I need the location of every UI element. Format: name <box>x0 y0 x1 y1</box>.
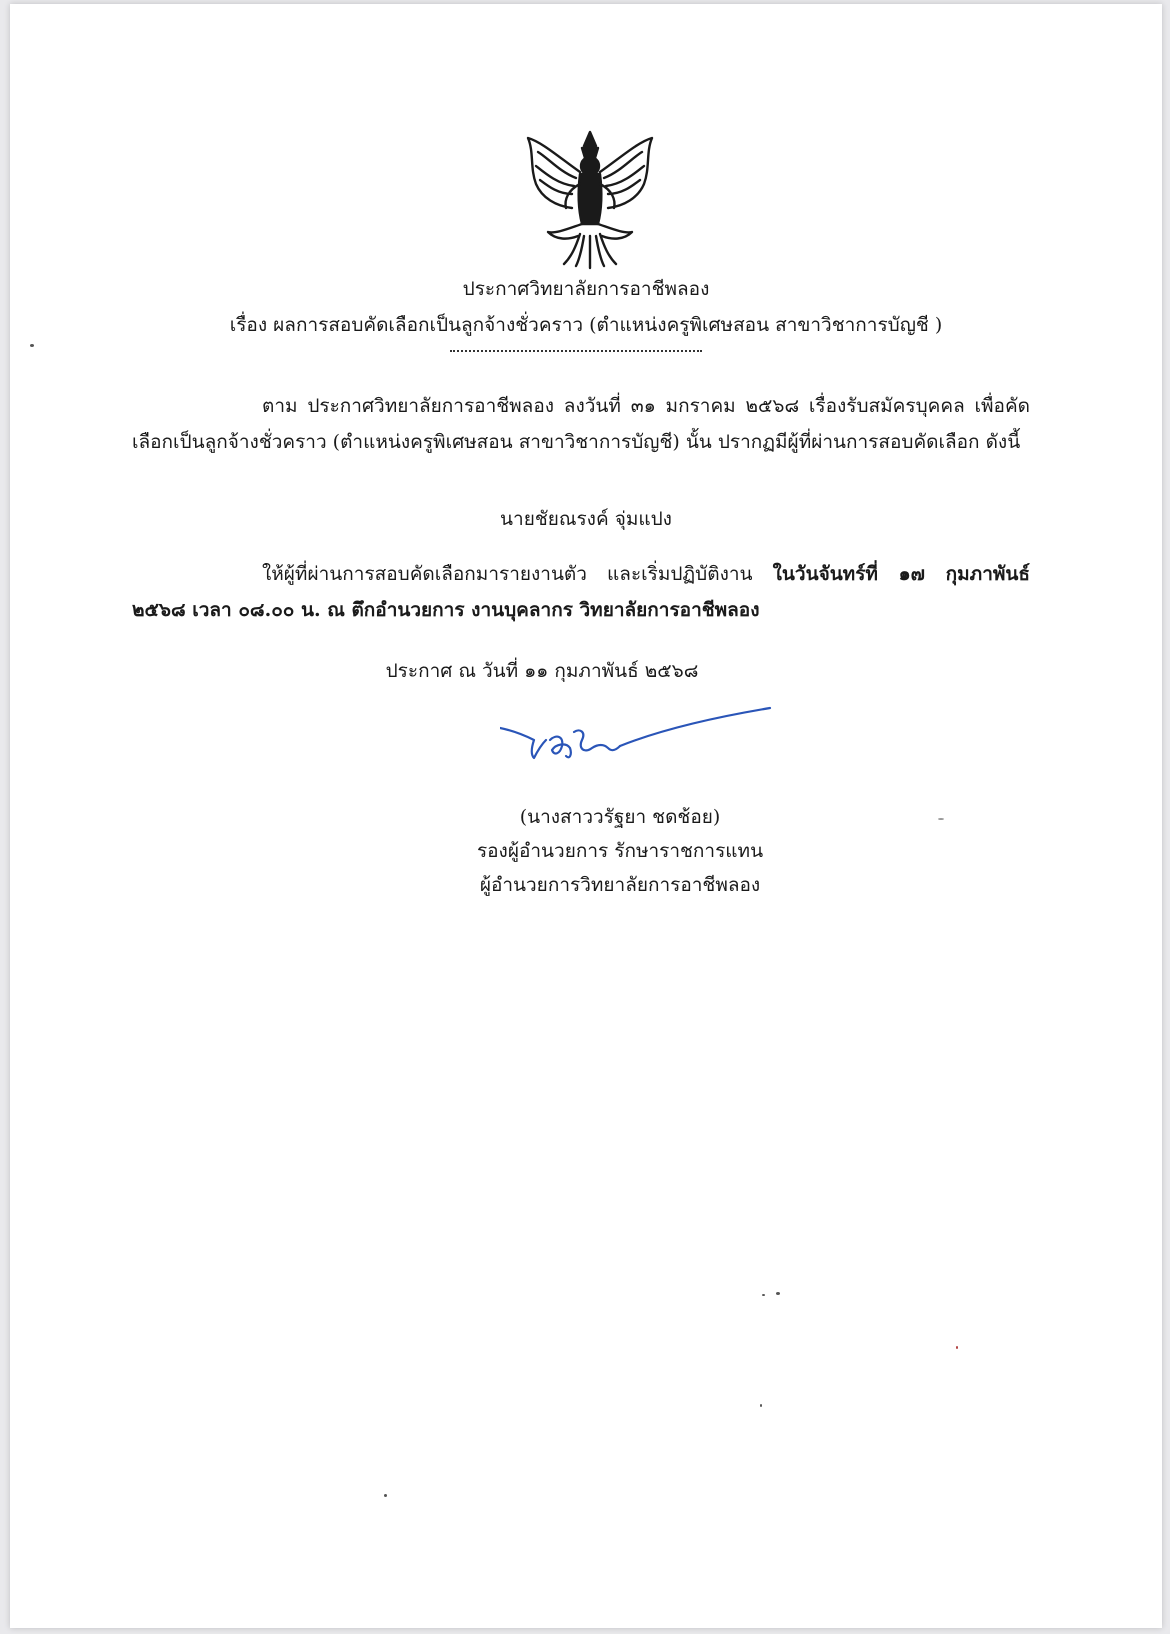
signatory-position-1: รองผู้อำนวยการ รักษาราชการแทน <box>476 840 764 862</box>
signatory-name: (นางสาววรัฐยา ชดช้อย) <box>519 806 721 828</box>
signatory-block <box>370 800 870 902</box>
garuda-emblem-icon <box>520 128 660 270</box>
scan-speck <box>776 1292 780 1295</box>
announce-date: ประกาศ ณ วันที่ ๑๑ กุมภาพันธ์ ๒๕๖๘ <box>385 660 699 682</box>
document-page <box>10 4 1162 1628</box>
scan-speck <box>938 818 944 820</box>
announcement-paragraph: ตาม ประกาศวิทยาลัยการอาชีพลอง ลงวันที่ ๓๑ มกราคม ๒๕๖๘ เรื่องรับสมัครบุคคล เพื่อคัดเลือกเป็นลูกจ้างชั่วคราว (ตำแหน่งครูพิเศษสอน สาขาวิชาการบัญชี) นั้น ปรากฏมีผู้ที่ผ่านการสอบคัดเลือก ดังนี้ <box>132 395 1030 453</box>
scan-speck <box>956 1346 958 1349</box>
scan-speck <box>30 344 34 347</box>
scan-speck <box>384 1494 387 1497</box>
signatory-position-2: ผู้อำนวยการวิทยาลัยการอาชีพลอง <box>479 874 761 896</box>
subject-line: เรื่อง ผลการสอบคัดเลือกเป็นลูกจ้างชั่วคราว (ตำแหน่งครูพิเศษสอน สาขาวิชาการบัญชี ) <box>229 314 943 336</box>
dotted-divider <box>450 350 702 352</box>
scan-speck <box>760 1404 762 1407</box>
announcement-title: ประกาศวิทยาลัยการอาชีพลอง <box>462 278 710 300</box>
report-instruction-text: ให้ผู้ที่ผ่านการสอบคัดเลือกมารายงานตัว และเริ่มปฏิบัติงาน <box>262 563 773 585</box>
handwritten-signature-icon <box>500 704 800 784</box>
scan-speck <box>762 1294 765 1296</box>
report-date-location: ในวันจันทร์ที่ ๑๗ กุมภาพันธ์ ๒๕๖๘ เวลา ๐๘.๐๐ น. ณ ตึกอำนวยการ งานบุคลากร วิทยาลัยการอาชีพลอง <box>132 563 1030 621</box>
passed-candidate-name: นายชัยณรงค์ จุ่มแปง <box>500 508 672 530</box>
report-instruction-paragraph <box>132 556 1030 628</box>
